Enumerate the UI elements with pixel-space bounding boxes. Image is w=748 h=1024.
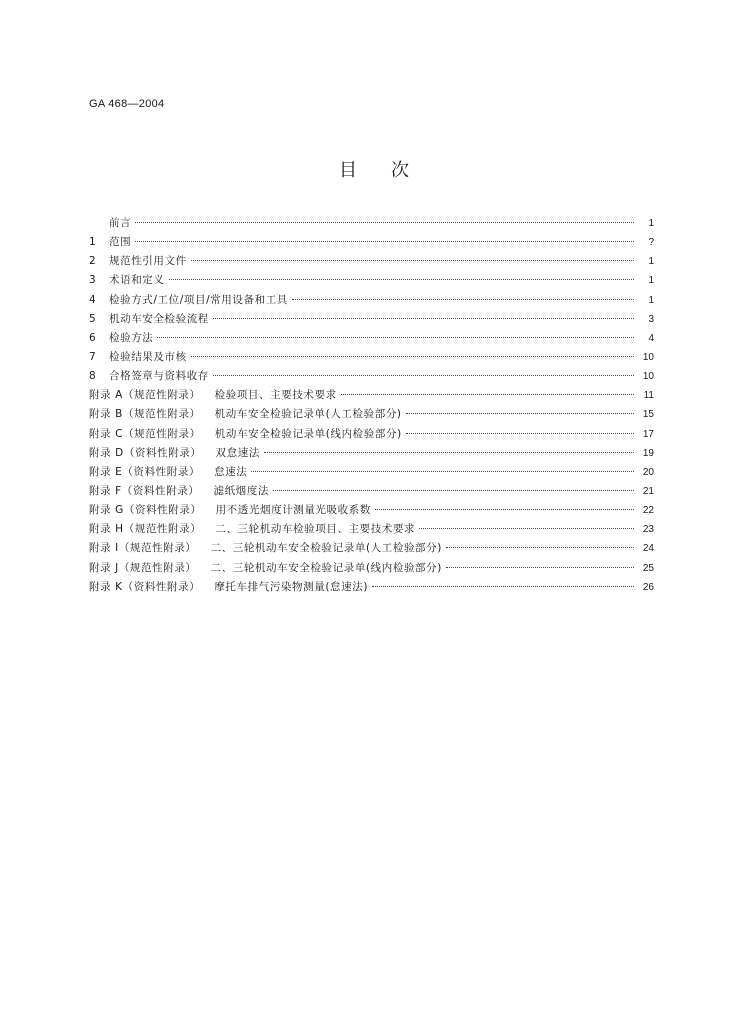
toc-entry-page: ? <box>648 237 654 249</box>
dot-leader <box>157 337 634 338</box>
toc-entry-number: 8 <box>89 370 96 383</box>
toc-entry-number: 1 <box>89 236 96 249</box>
toc-entry-label: 附录 A（规范性附录） <box>89 389 201 402</box>
toc-entry-page: 15 <box>642 409 654 421</box>
toc-entry-page: 10 <box>642 351 654 363</box>
toc-entry-page: 1 <box>648 218 654 229</box>
toc-entry[interactable] <box>89 444 654 463</box>
dot-leader <box>213 318 634 319</box>
table-of-contents <box>89 214 654 597</box>
toc-entry-label: 附录 D（资料性附录） <box>89 446 202 459</box>
toc-entry-page: 23 <box>642 524 654 536</box>
dot-leader <box>406 433 634 434</box>
dot-leader <box>446 547 634 548</box>
toc-entry-page: 1 <box>648 294 654 306</box>
dot-leader <box>169 279 635 280</box>
dot-leader <box>446 567 634 568</box>
toc-entry[interactable] <box>89 271 654 290</box>
toc-entry-subtitle: 怠速法 <box>214 465 248 478</box>
toc-entry-label: 检验方式/工位/项目/常用设备和工具 <box>109 293 288 306</box>
toc-entry-page: 1 <box>648 256 654 268</box>
toc-entry-label: 附录 C（规范性附录） <box>89 427 201 440</box>
toc-entry-page: 3 <box>648 313 654 325</box>
toc-entry-page: 19 <box>642 447 654 459</box>
dot-leader <box>264 452 634 453</box>
dot-leader <box>191 260 634 261</box>
toc-entry-label: 附录 H（规范性附录） <box>89 523 202 536</box>
toc-entry-number: 2 <box>89 255 96 268</box>
toc-entry[interactable] <box>89 482 654 501</box>
toc-entry-label: 规范性引用文件 <box>109 255 187 268</box>
toc-entry[interactable] <box>89 463 654 482</box>
toc-entry-label: 附录 E（资料性附录） <box>89 465 201 478</box>
dot-leader <box>213 375 634 376</box>
toc-entry-subtitle: 用不透光烟度计测量光吸收系数 <box>215 504 371 517</box>
toc-entry-page: 22 <box>642 505 654 517</box>
dot-leader <box>191 356 634 357</box>
toc-title <box>0 156 748 182</box>
toc-entry[interactable] <box>89 559 654 578</box>
dot-leader <box>251 471 634 472</box>
toc-entry[interactable] <box>89 348 654 367</box>
toc-entry[interactable] <box>89 386 654 405</box>
toc-entry-label: 前言 <box>109 217 132 229</box>
toc-entry-number: 6 <box>89 331 96 344</box>
toc-entry-label: 附录 F（资料性附录） <box>89 484 200 497</box>
dot-leader <box>135 222 634 223</box>
toc-entry-label: 术语和定义 <box>109 274 165 287</box>
dot-leader <box>419 528 634 529</box>
toc-entry-label: 检验结果及市核 <box>109 350 187 363</box>
toc-entry[interactable] <box>89 233 654 252</box>
toc-entry-subtitle: 二、三轮机动车安全检验记录单(线内检验部分) <box>210 561 442 574</box>
toc-entry-subtitle: 滤纸烟度法 <box>213 484 269 497</box>
toc-entry-page: 21 <box>642 485 654 497</box>
toc-entry[interactable] <box>89 539 654 558</box>
toc-entry-label: 合格签章与资料收存 <box>109 370 209 383</box>
dot-leader <box>372 586 634 587</box>
dot-leader <box>273 490 634 491</box>
toc-entry-label: 检验方法 <box>109 331 154 344</box>
toc-entry-page: 11 <box>643 390 654 402</box>
toc-entry-page: 25 <box>642 562 654 574</box>
toc-entry[interactable] <box>89 425 654 444</box>
toc-entry-subtitle: 机动车安全检验记录单(线内检验部分) <box>214 427 402 440</box>
toc-entry-label: 附录 B（规范性附录） <box>89 408 201 421</box>
toc-entry-number: 4 <box>89 293 96 306</box>
toc-entry-label: 机动车安全检验流程 <box>109 312 209 325</box>
toc-entry[interactable] <box>89 578 654 597</box>
toc-entry[interactable] <box>89 310 654 329</box>
toc-entry[interactable] <box>89 520 654 539</box>
dot-leader <box>135 241 634 242</box>
toc-entry[interactable] <box>89 291 654 310</box>
toc-entry-label: 附录 G（资料性附录） <box>89 504 202 517</box>
toc-entry-label: 附录 J（规范性附录） <box>89 561 197 574</box>
toc-entry[interactable] <box>89 405 654 424</box>
toc-title-char-2: 次 <box>391 160 409 181</box>
toc-entry-label: 范围 <box>109 236 132 249</box>
toc-entry-page: 1 <box>648 275 654 287</box>
toc-title-char-1: 目 <box>339 160 357 181</box>
toc-entry-page: 20 <box>642 466 654 478</box>
toc-entry-page: 26 <box>642 581 654 593</box>
toc-entry-label: 附录 I（规范性附录） <box>89 542 197 555</box>
toc-entry-page: 24 <box>642 543 654 555</box>
toc-entry-number: 7 <box>89 350 96 363</box>
toc-entry-subtitle: 双怠速法 <box>215 446 260 459</box>
toc-entry[interactable] <box>89 214 654 233</box>
toc-entry-page: 10 <box>642 371 654 383</box>
toc-entry[interactable] <box>89 367 654 386</box>
toc-entry-subtitle: 二、三轮机动车安全检验记录单(人工检验部分) <box>210 542 442 555</box>
dot-leader <box>341 394 634 395</box>
toc-entry-subtitle: 机动车安全检验记录单(人工检验部分) <box>214 408 402 421</box>
dot-leader <box>375 509 634 510</box>
toc-entry-page: 4 <box>648 332 654 344</box>
toc-entry-subtitle: 摩托车排气污染物测量(怠速法) <box>214 580 369 593</box>
dot-leader <box>292 299 634 300</box>
toc-entry-number: 3 <box>89 274 96 287</box>
toc-entry-subtitle: 二、三轮机动车检验项目、主要技术要求 <box>215 523 416 536</box>
dot-leader <box>406 413 634 414</box>
document-code: GA 468—2004 <box>89 98 165 110</box>
toc-entry-subtitle: 检验项目、主要技术要求 <box>214 389 337 402</box>
toc-entry[interactable] <box>89 501 654 520</box>
toc-entry-number: 5 <box>89 312 96 325</box>
toc-entry[interactable] <box>89 252 654 271</box>
toc-entry[interactable] <box>89 329 654 348</box>
toc-entry-page: 17 <box>642 428 654 440</box>
toc-entry-label: 附录 K（资料性附录） <box>89 580 201 593</box>
